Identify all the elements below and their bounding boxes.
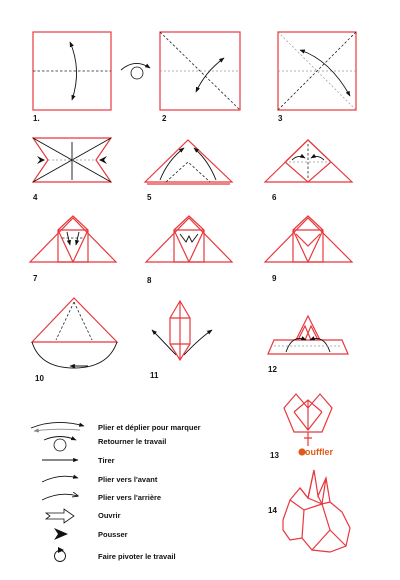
legend-item xyxy=(42,456,115,465)
step-number: 13 xyxy=(270,451,279,460)
step-number: 5 xyxy=(147,193,152,202)
fold-unfold-arrow-icon xyxy=(31,422,84,431)
turn-over-icon xyxy=(121,63,150,79)
step-12-base-with-points xyxy=(268,316,348,374)
step-number: 7 xyxy=(33,274,38,283)
step-number: 9 xyxy=(272,274,277,283)
legend-label: Faire pivoter le travail xyxy=(98,552,176,561)
legend-label: Ouvrir xyxy=(98,511,121,520)
legend-item xyxy=(46,509,121,523)
legend-label: Plier et déplier pour marquer xyxy=(98,423,201,432)
legend xyxy=(31,422,201,561)
step-number: 3 xyxy=(278,114,283,123)
step-number: 10 xyxy=(35,374,44,383)
legend-item xyxy=(31,422,201,432)
step-6-diamond-fold xyxy=(265,140,352,202)
legend-label: Retourner le travail xyxy=(98,437,167,446)
valley-fold-arrow-icon xyxy=(42,476,78,482)
legend-label: Plier vers l'avant xyxy=(98,475,158,484)
step-14-finished-rabbit xyxy=(268,470,350,552)
rotate-icon xyxy=(55,547,66,562)
step-5-triangle xyxy=(145,140,232,202)
blow-label: souffler xyxy=(300,447,334,457)
open-arrow-icon xyxy=(46,509,74,523)
step-number: 12 xyxy=(268,365,277,374)
legend-item xyxy=(55,547,176,562)
step-9-kite xyxy=(265,216,352,283)
step-13-blow-up-form xyxy=(270,394,334,460)
step-4-waterbomb-collapse xyxy=(33,138,111,202)
step-number: 4 xyxy=(33,193,38,202)
step-11-narrow-diamond xyxy=(150,301,212,380)
step-number: 8 xyxy=(147,276,152,285)
legend-item xyxy=(54,528,128,540)
mountain-fold-arrow-icon xyxy=(42,494,78,500)
step-1-square xyxy=(33,32,111,123)
step-number: 11 xyxy=(150,371,159,380)
step-number: 2 xyxy=(162,114,167,123)
step-3-square xyxy=(278,32,356,123)
legend-label: Plier vers l'arrière xyxy=(98,493,162,502)
legend-item xyxy=(42,475,158,484)
legend-label: Pousser xyxy=(98,530,128,539)
step-2-square xyxy=(160,32,240,123)
step-number: 6 xyxy=(272,193,277,202)
step-8-kite xyxy=(146,216,232,285)
step-number: 14 xyxy=(268,506,277,515)
push-arrow-icon xyxy=(54,528,68,540)
legend-item xyxy=(42,493,161,502)
step-10-triangle-fold-down xyxy=(32,298,117,383)
legend-item xyxy=(44,437,166,452)
legend-label: Tirer xyxy=(98,456,115,465)
step-number: 1. xyxy=(33,114,40,123)
step-7-kite xyxy=(30,216,116,283)
turn-over-icon xyxy=(44,437,76,452)
